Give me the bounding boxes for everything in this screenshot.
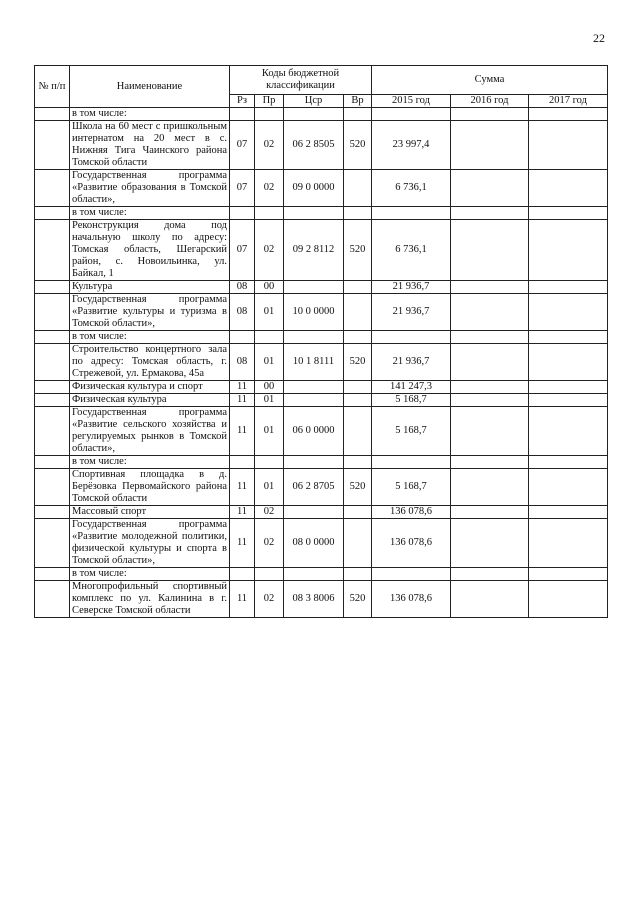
cell-2017	[529, 407, 608, 456]
cell-pr: 01	[255, 394, 284, 407]
cell-name: в том числе:	[70, 108, 230, 121]
cell-num	[35, 381, 70, 394]
header-name: Наименование	[70, 66, 230, 108]
cell-num	[35, 394, 70, 407]
cell-cer: 06 0 0000	[284, 407, 344, 456]
header-pr: Пр	[255, 95, 284, 108]
cell-pr: 01	[255, 469, 284, 506]
cell-2017	[529, 381, 608, 394]
table-row	[35, 108, 608, 121]
cell-2017	[529, 469, 608, 506]
table-row	[35, 469, 608, 506]
cell-rz	[230, 108, 255, 121]
cell-pr	[255, 108, 284, 121]
table-row	[35, 294, 608, 331]
cell-cer: 09 2 8112	[284, 220, 344, 281]
cell-vr	[344, 568, 372, 581]
cell-num	[35, 407, 70, 456]
cell-num	[35, 568, 70, 581]
cell-2017	[529, 394, 608, 407]
cell-name: Культура	[70, 281, 230, 294]
cell-rz: 08	[230, 281, 255, 294]
cell-vr	[344, 170, 372, 207]
table-row	[35, 281, 608, 294]
cell-name: Школа на 60 мест с пришкольным интернатом на 20 мест в с. Нижняя Тига Чаинского района Томской области	[70, 121, 230, 170]
cell-2017	[529, 506, 608, 519]
cell-2016	[451, 581, 529, 618]
cell-name: в том числе:	[70, 456, 230, 469]
cell-rz	[230, 331, 255, 344]
cell-2015: 6 736,1	[372, 220, 451, 281]
cell-num	[35, 220, 70, 281]
cell-cer	[284, 331, 344, 344]
cell-pr: 02	[255, 220, 284, 281]
cell-vr	[344, 519, 372, 568]
cell-cer	[284, 506, 344, 519]
cell-2017	[529, 568, 608, 581]
cell-2016	[451, 220, 529, 281]
cell-cer: 10 1 8111	[284, 344, 344, 381]
cell-vr	[344, 407, 372, 456]
cell-2015	[372, 456, 451, 469]
cell-pr: 00	[255, 281, 284, 294]
cell-vr: 520	[344, 220, 372, 281]
cell-num	[35, 456, 70, 469]
header-vr: Вр	[344, 95, 372, 108]
header-2016: 2016 год	[451, 95, 529, 108]
cell-pr: 00	[255, 381, 284, 394]
cell-2015	[372, 331, 451, 344]
cell-2017	[529, 220, 608, 281]
cell-rz: 11	[230, 469, 255, 506]
cell-num	[35, 469, 70, 506]
cell-cer	[284, 108, 344, 121]
cell-cer	[284, 281, 344, 294]
cell-rz: 11	[230, 407, 255, 456]
page-number: 22	[593, 31, 605, 45]
cell-2017	[529, 456, 608, 469]
cell-num	[35, 581, 70, 618]
cell-name: Физическая культура и спорт	[70, 381, 230, 394]
cell-rz: 11	[230, 581, 255, 618]
cell-pr: 01	[255, 407, 284, 456]
cell-2016	[451, 108, 529, 121]
cell-name: Государственная программа «Развитие молодежной политики, физической культуры и спорта в Томской области»,	[70, 519, 230, 568]
table-row	[35, 407, 608, 456]
cell-name: Массовый спорт	[70, 506, 230, 519]
cell-vr: 520	[344, 121, 372, 170]
header-2017: 2017 год	[529, 95, 608, 108]
cell-2017	[529, 108, 608, 121]
cell-cer: 09 0 0000	[284, 170, 344, 207]
cell-vr	[344, 207, 372, 220]
table-row	[35, 344, 608, 381]
cell-2015: 136 078,6	[372, 519, 451, 568]
cell-name: в том числе:	[70, 331, 230, 344]
header-rz: Рз	[230, 95, 255, 108]
table-row	[35, 568, 608, 581]
header-sum: Сумма	[372, 66, 608, 95]
cell-pr	[255, 207, 284, 220]
cell-2015	[372, 568, 451, 581]
cell-2015: 5 168,7	[372, 407, 451, 456]
cell-rz: 11	[230, 381, 255, 394]
cell-num	[35, 207, 70, 220]
cell-num	[35, 331, 70, 344]
cell-num	[35, 108, 70, 121]
cell-vr	[344, 506, 372, 519]
cell-num	[35, 519, 70, 568]
cell-2016	[451, 469, 529, 506]
cell-2015: 141 247,3	[372, 381, 451, 394]
table-row	[35, 220, 608, 281]
table-row	[35, 519, 608, 568]
cell-cer: 08 3 8006	[284, 581, 344, 618]
cell-2016	[451, 381, 529, 394]
cell-rz: 08	[230, 294, 255, 331]
cell-vr	[344, 294, 372, 331]
cell-rz: 11	[230, 506, 255, 519]
cell-vr: 520	[344, 344, 372, 381]
table-row	[35, 331, 608, 344]
cell-rz: 07	[230, 220, 255, 281]
cell-name: Строительство концертного зала по адресу: Томская область, г. Стрежевой, ул. Ермакова, 45а	[70, 344, 230, 381]
cell-rz: 11	[230, 394, 255, 407]
header-num: № п/п	[35, 66, 70, 108]
cell-2017	[529, 581, 608, 618]
cell-rz	[230, 207, 255, 220]
cell-2016	[451, 170, 529, 207]
cell-2017	[529, 121, 608, 170]
cell-pr	[255, 456, 284, 469]
cell-2016	[451, 456, 529, 469]
cell-pr: 02	[255, 506, 284, 519]
cell-num	[35, 170, 70, 207]
header-codes: Коды бюджетной классификации	[230, 66, 372, 95]
table-row	[35, 170, 608, 207]
cell-pr: 01	[255, 344, 284, 381]
cell-2016	[451, 331, 529, 344]
cell-cer: 06 2 8705	[284, 469, 344, 506]
cell-2016	[451, 394, 529, 407]
cell-2015	[372, 207, 451, 220]
budget-table	[34, 65, 608, 618]
cell-2017	[529, 294, 608, 331]
table-row	[35, 394, 608, 407]
cell-cer: 06 2 8505	[284, 121, 344, 170]
cell-cer	[284, 207, 344, 220]
cell-2015: 5 168,7	[372, 394, 451, 407]
header-2015: 2015 год	[372, 95, 451, 108]
cell-cer	[284, 456, 344, 469]
cell-2016	[451, 568, 529, 581]
table-row	[35, 506, 608, 519]
cell-rz: 07	[230, 121, 255, 170]
cell-rz	[230, 456, 255, 469]
cell-2015: 21 936,7	[372, 281, 451, 294]
cell-name: Государственная программа «Развитие сельского хозяйства и регулируемых рынков в Томской области»,	[70, 407, 230, 456]
cell-num	[35, 344, 70, 381]
cell-vr	[344, 456, 372, 469]
cell-vr	[344, 381, 372, 394]
cell-2016	[451, 519, 529, 568]
cell-cer	[284, 394, 344, 407]
cell-2016	[451, 121, 529, 170]
cell-name: Физическая культура	[70, 394, 230, 407]
cell-pr: 02	[255, 581, 284, 618]
cell-2017	[529, 170, 608, 207]
table-row	[35, 381, 608, 394]
cell-2015: 23 997,4	[372, 121, 451, 170]
cell-pr: 02	[255, 519, 284, 568]
cell-pr	[255, 568, 284, 581]
cell-rz: 07	[230, 170, 255, 207]
cell-2015: 6 736,1	[372, 170, 451, 207]
cell-rz: 08	[230, 344, 255, 381]
cell-pr: 01	[255, 294, 284, 331]
table-row	[35, 456, 608, 469]
cell-2015: 21 936,7	[372, 344, 451, 381]
cell-2015	[372, 108, 451, 121]
cell-vr	[344, 281, 372, 294]
cell-cer: 10 0 0000	[284, 294, 344, 331]
cell-2017	[529, 207, 608, 220]
cell-2015: 21 936,7	[372, 294, 451, 331]
cell-2017	[529, 331, 608, 344]
cell-num	[35, 294, 70, 331]
cell-cer	[284, 568, 344, 581]
cell-vr	[344, 394, 372, 407]
header-cer: Цср	[284, 95, 344, 108]
cell-2015: 5 168,7	[372, 469, 451, 506]
cell-2016	[451, 407, 529, 456]
cell-2017	[529, 344, 608, 381]
table-row	[35, 207, 608, 220]
cell-pr: 02	[255, 121, 284, 170]
cell-2016	[451, 344, 529, 381]
cell-name: Реконструкция дома под начальную школу по адресу: Томская область, Шегарский район, с. Новоильинка, ул. Байкал, 1	[70, 220, 230, 281]
cell-pr	[255, 331, 284, 344]
cell-num	[35, 506, 70, 519]
cell-pr: 02	[255, 170, 284, 207]
cell-vr: 520	[344, 469, 372, 506]
cell-2016	[451, 281, 529, 294]
cell-2016	[451, 294, 529, 331]
cell-num	[35, 281, 70, 294]
cell-name: в том числе:	[70, 207, 230, 220]
cell-num	[35, 121, 70, 170]
cell-name: Спортивная площадка в д. Берёзовка Первомайского района Томской области	[70, 469, 230, 506]
cell-2017	[529, 519, 608, 568]
table-row	[35, 121, 608, 170]
cell-2016	[451, 506, 529, 519]
cell-cer	[284, 381, 344, 394]
cell-rz	[230, 568, 255, 581]
cell-name: Государственная программа «Развитие образования в Томской области»,	[70, 170, 230, 207]
cell-vr	[344, 331, 372, 344]
cell-2016	[451, 207, 529, 220]
cell-2015: 136 078,6	[372, 581, 451, 618]
table-row	[35, 581, 608, 618]
cell-name: Многопрофильный спортивный комплекс по ул. Калинина в г. Северске Томской области	[70, 581, 230, 618]
cell-vr: 520	[344, 581, 372, 618]
cell-cer: 08 0 0000	[284, 519, 344, 568]
cell-2015: 136 078,6	[372, 506, 451, 519]
cell-vr	[344, 108, 372, 121]
cell-rz: 11	[230, 519, 255, 568]
cell-name: в том числе:	[70, 568, 230, 581]
cell-name: Государственная программа «Развитие культуры и туризма в Томской области»,	[70, 294, 230, 331]
cell-2017	[529, 281, 608, 294]
